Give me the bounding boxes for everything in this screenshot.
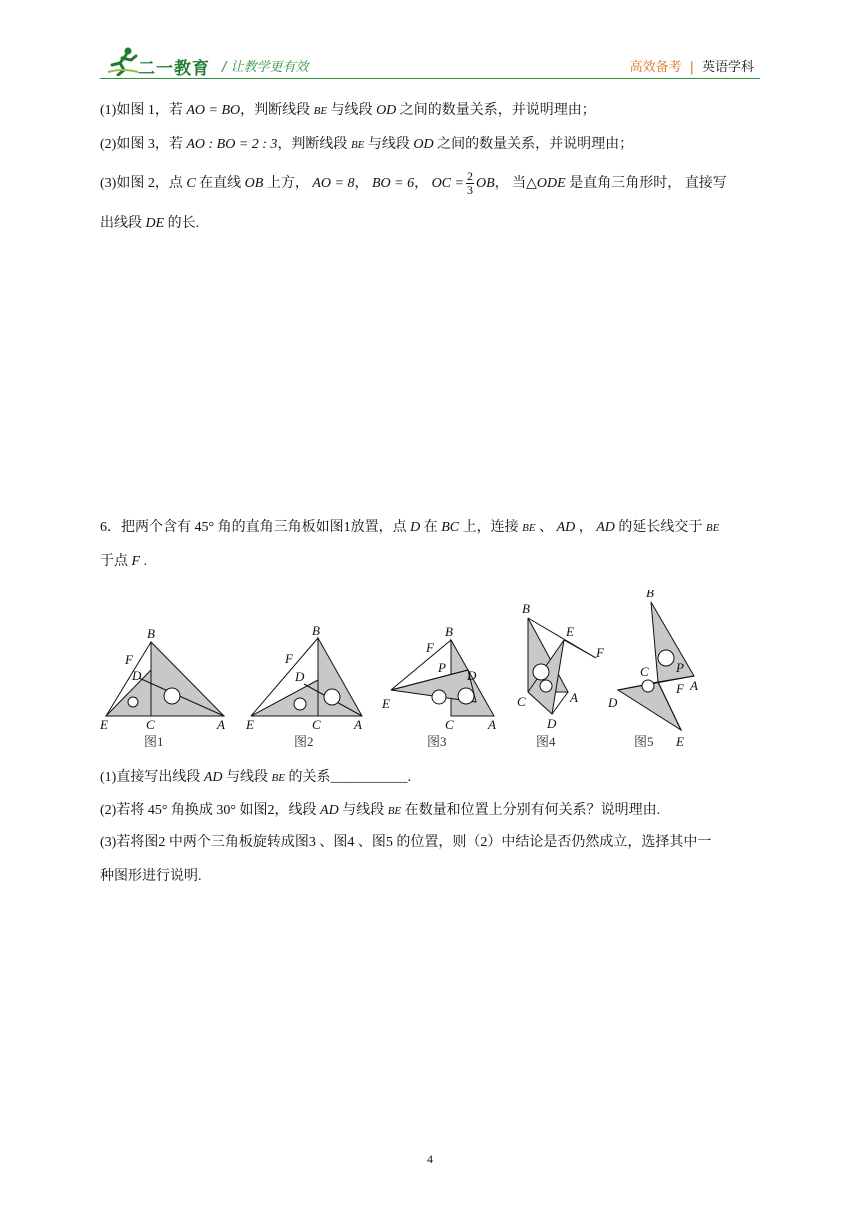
svg-text:A: A	[690, 678, 698, 693]
figure-2	[245, 623, 362, 749]
svg-text:C: C	[517, 694, 526, 709]
svg-text:A: A	[570, 690, 578, 705]
svg-text:A: A	[488, 717, 496, 732]
svg-text:B: B	[312, 623, 320, 638]
svg-text:D: D	[132, 668, 142, 683]
svg-text:F: F	[676, 681, 684, 696]
q5-part2: (2)如图 3，若 AO : BO = 2 : 3，判断线段 BE 与线段 OD 之间的数量关系，并说明理由；	[100, 137, 634, 152]
caption-fig3: 图3	[427, 734, 447, 749]
svg-text:P: P	[438, 660, 446, 675]
page-number: 4	[427, 1152, 433, 1166]
figure-1	[99, 626, 225, 749]
svg-text:D: D	[467, 668, 477, 683]
svg-text:E: E	[676, 734, 684, 749]
svg-text:C: C	[445, 717, 454, 732]
svg-text:F: F	[426, 640, 434, 655]
figure-5	[607, 590, 698, 749]
svg-text:D: D	[608, 695, 618, 710]
svg-text:F: F	[596, 645, 604, 660]
header-exam-label: 高效备考	[629, 60, 682, 75]
svg-text:B: B	[646, 590, 654, 600]
header-subject-label: 英语学科	[701, 60, 754, 75]
figure-3	[381, 624, 496, 749]
svg-text:D: D	[547, 716, 557, 731]
q6-part3: (3)若将图2 中两个三角板旋转成图3 、图4 、图5 的位置，则（2）中结论是否仍然成立，选择其中一	[100, 835, 712, 850]
svg-text:E: E	[100, 717, 108, 732]
caption-fig1: 图1	[144, 734, 164, 749]
svg-text:F: F	[285, 651, 293, 666]
q5-part3-cont: 出线段 DE 的长.	[100, 216, 200, 231]
caption-fig5: 图5	[634, 734, 654, 749]
svg-text:D: D	[295, 669, 305, 684]
q6-part2: (2)若将 45° 角换成 30° 如图2，线段 AD 与线段 BE 在数量和位置上分别有何关系？说明理由.	[100, 803, 661, 818]
svg-text:E: E	[246, 717, 254, 732]
page-header	[100, 44, 760, 86]
svg-text:C: C	[312, 717, 321, 732]
q6-stem-line2: 于点 F .	[100, 554, 148, 569]
svg-text:B: B	[522, 601, 530, 616]
q6-stem-line1: 6．把两个含有 45° 角的直角三角板如图1放置，点 D 在 BC 上，连接 BE 、 AD ， AD 的延长线交于 BE	[100, 520, 720, 535]
brand-slogan: / 让教学更有效	[222, 60, 309, 75]
svg-text:A: A	[217, 717, 225, 732]
header-subject	[630, 56, 754, 75]
figure-4	[517, 601, 605, 749]
q6-part1: (1)直接写出线段 AD 与线段 BE 的关系___________.	[100, 770, 411, 785]
fraction-two-thirds: $\frac{2}{3}$	[466, 169, 473, 198]
header-rule	[100, 78, 760, 79]
triangle-figures	[96, 590, 776, 750]
brand-name: 二一教育	[138, 59, 210, 79]
q5-part3: (3)如图 2，点 C 在直线 OB 上方， AO = 8， BO = 6， OC = $\frac{2}{3}$ OB， 当△ODE 是直角三角形时， 直接写	[100, 169, 727, 198]
svg-text:E: E	[566, 624, 574, 639]
svg-text:B: B	[445, 624, 453, 639]
svg-text:B: B	[147, 626, 155, 641]
q6-figures	[96, 590, 776, 750]
header-separator: |	[689, 60, 694, 75]
caption-fig4: 图4	[536, 734, 556, 749]
svg-text:F: F	[125, 652, 133, 667]
svg-text:C: C	[640, 664, 649, 679]
runner-logo-icon	[106, 46, 140, 76]
svg-text:P: P	[676, 660, 684, 675]
caption-fig2: 图2	[294, 734, 314, 749]
svg-text:A: A	[354, 717, 362, 732]
q5-part1: (1)如图 1，若 AO = BO，判断线段 BE 与线段 OD 之间的数量关系，并说明理由；	[100, 103, 596, 118]
svg-text:E: E	[382, 696, 390, 711]
q6-part3-cont: 种图形进行说明.	[100, 869, 202, 884]
svg-text:C: C	[146, 717, 155, 732]
